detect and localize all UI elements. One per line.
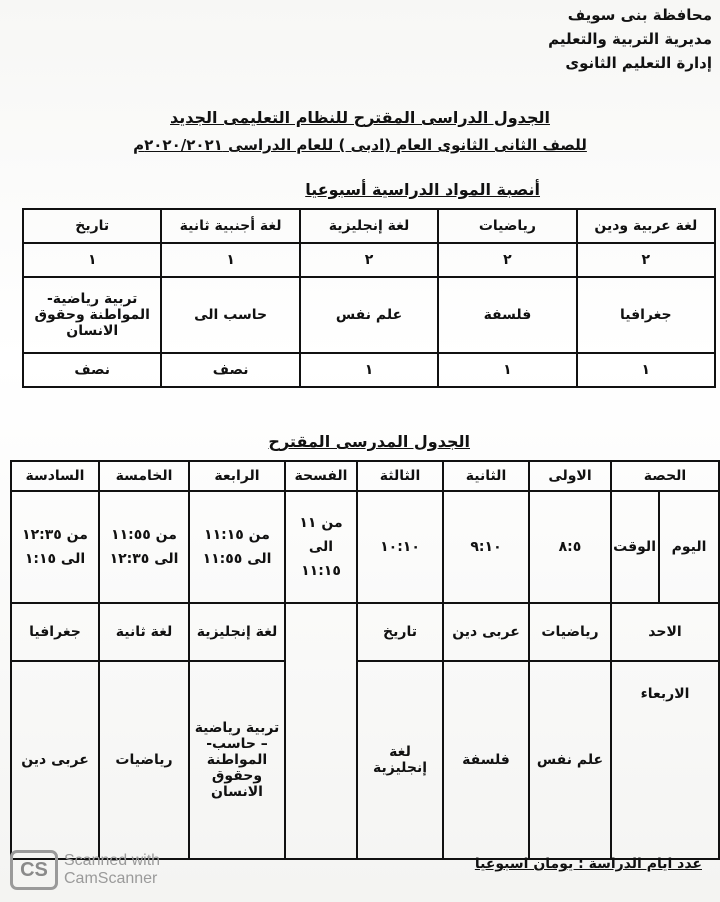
camscanner-logo-icon: CS xyxy=(10,850,58,890)
loads-row-counts-2 xyxy=(23,353,715,387)
schedule-time-row xyxy=(11,491,719,603)
page-subtitle: للصف الثانى الثانوى العام (ادبى ) للعام الدراسى ٢٠٢٠/٢٠٢١م xyxy=(133,136,587,154)
subject-loads-table xyxy=(22,208,716,388)
table-cell: نصف xyxy=(23,353,161,387)
table-cell: ١ xyxy=(23,243,161,277)
table-cell: جغرافيا xyxy=(577,277,715,353)
page-title: الجدول الدراسى المقترح للنظام التعليمى الجديد xyxy=(170,108,550,127)
table-header: الخامسة xyxy=(99,461,189,491)
period-cell: عربى دين xyxy=(443,603,529,661)
schedule-header-row xyxy=(11,461,719,491)
table-cell: ١ xyxy=(161,243,299,277)
table-cell: تاريخ xyxy=(23,209,161,243)
period-cell: رياضيات xyxy=(529,603,611,661)
table-header: الاولى xyxy=(529,461,611,491)
period-cell: تربية رياضية – حاسب- المواطنة وحقوق الانسان xyxy=(189,661,285,859)
table-cell: ٢ xyxy=(438,243,576,277)
table-cell: ١ xyxy=(438,353,576,387)
time-cell: ٩:١٠ xyxy=(443,491,529,603)
period-cell: لغة إنجليزية xyxy=(189,603,285,661)
period-cell: رياضيات xyxy=(99,661,189,859)
table-cell: تربية رياضية- المواطنة وحقوق الانسان xyxy=(23,277,161,353)
table-cell: لغة عربية ودين xyxy=(577,209,715,243)
table-header: الفسحة xyxy=(285,461,357,491)
camscanner-watermark xyxy=(10,850,160,890)
table-cell: ١ xyxy=(577,353,715,387)
table-header: الحصة xyxy=(611,461,719,491)
study-days-note: عدد ايام الدراسة : يومان اسبوعيا xyxy=(474,856,702,872)
break-cell xyxy=(285,603,357,859)
table-header: الثانية xyxy=(443,461,529,491)
loads-row-counts xyxy=(23,243,715,277)
period-cell: لغة ثانية xyxy=(99,603,189,661)
day-name: الاربعاء xyxy=(611,661,719,859)
camscanner-label: CamScanner xyxy=(64,870,158,887)
schedule-day-row xyxy=(11,661,719,859)
period-cell: تاريخ xyxy=(357,603,443,661)
period-cell: جغرافيا xyxy=(11,603,99,661)
time-cell: من ١١:٥٥ الى ١٢:٣٥ xyxy=(99,491,189,603)
header-administration: إدارة التعليم الثانوى xyxy=(565,54,712,72)
period-cell: علم نفس xyxy=(529,661,611,859)
schedule-heading: الجدول المدرسى المقترح xyxy=(268,432,470,451)
table-cell: علم نفس xyxy=(300,277,438,353)
header-governorate: محافظة بنى سويف xyxy=(567,6,712,24)
scanned-with-label: Scanned with xyxy=(64,852,161,869)
loads-row-subjects xyxy=(23,209,715,243)
table-cell: ١ xyxy=(300,353,438,387)
weekly-schedule-table xyxy=(10,460,720,860)
time-label: الوقت xyxy=(611,491,659,603)
day-label: اليوم xyxy=(659,491,719,603)
table-cell: فلسفة xyxy=(438,277,576,353)
time-cell: ١٠:١٠ xyxy=(357,491,443,603)
time-cell: من ١٢:٣٥ الى ١:١٥ xyxy=(11,491,99,603)
table-header: السادسة xyxy=(11,461,99,491)
table-header: الثالثة xyxy=(357,461,443,491)
table-header: الرابعة xyxy=(189,461,285,491)
day-name: الاحد xyxy=(611,603,719,661)
period-cell: لغة إنجليزية xyxy=(357,661,443,859)
loads-row-subjects-2 xyxy=(23,277,715,353)
time-cell: من ١١:١٥ الى ١١:٥٥ xyxy=(189,491,285,603)
camscanner-text xyxy=(64,852,160,888)
table-cell: لغة إنجليزية xyxy=(300,209,438,243)
header-directorate: مديرية التربية والتعليم xyxy=(548,30,712,48)
table-cell: حاسب الى xyxy=(161,277,299,353)
table-cell: ٢ xyxy=(577,243,715,277)
table-cell: نصف xyxy=(161,353,299,387)
loads-heading: أنصبة المواد الدراسية أسبوعيا xyxy=(305,180,540,199)
table-cell: لغة أجنبية ثانية xyxy=(161,209,299,243)
period-cell: عربى دين xyxy=(11,661,99,859)
time-cell: ٨:٥ xyxy=(529,491,611,603)
time-cell: من ١١ الى ١١:١٥ xyxy=(285,491,357,603)
period-cell: فلسفة xyxy=(443,661,529,859)
table-cell: رياضيات xyxy=(438,209,576,243)
table-cell: ٢ xyxy=(300,243,438,277)
schedule-day-row xyxy=(11,603,719,661)
